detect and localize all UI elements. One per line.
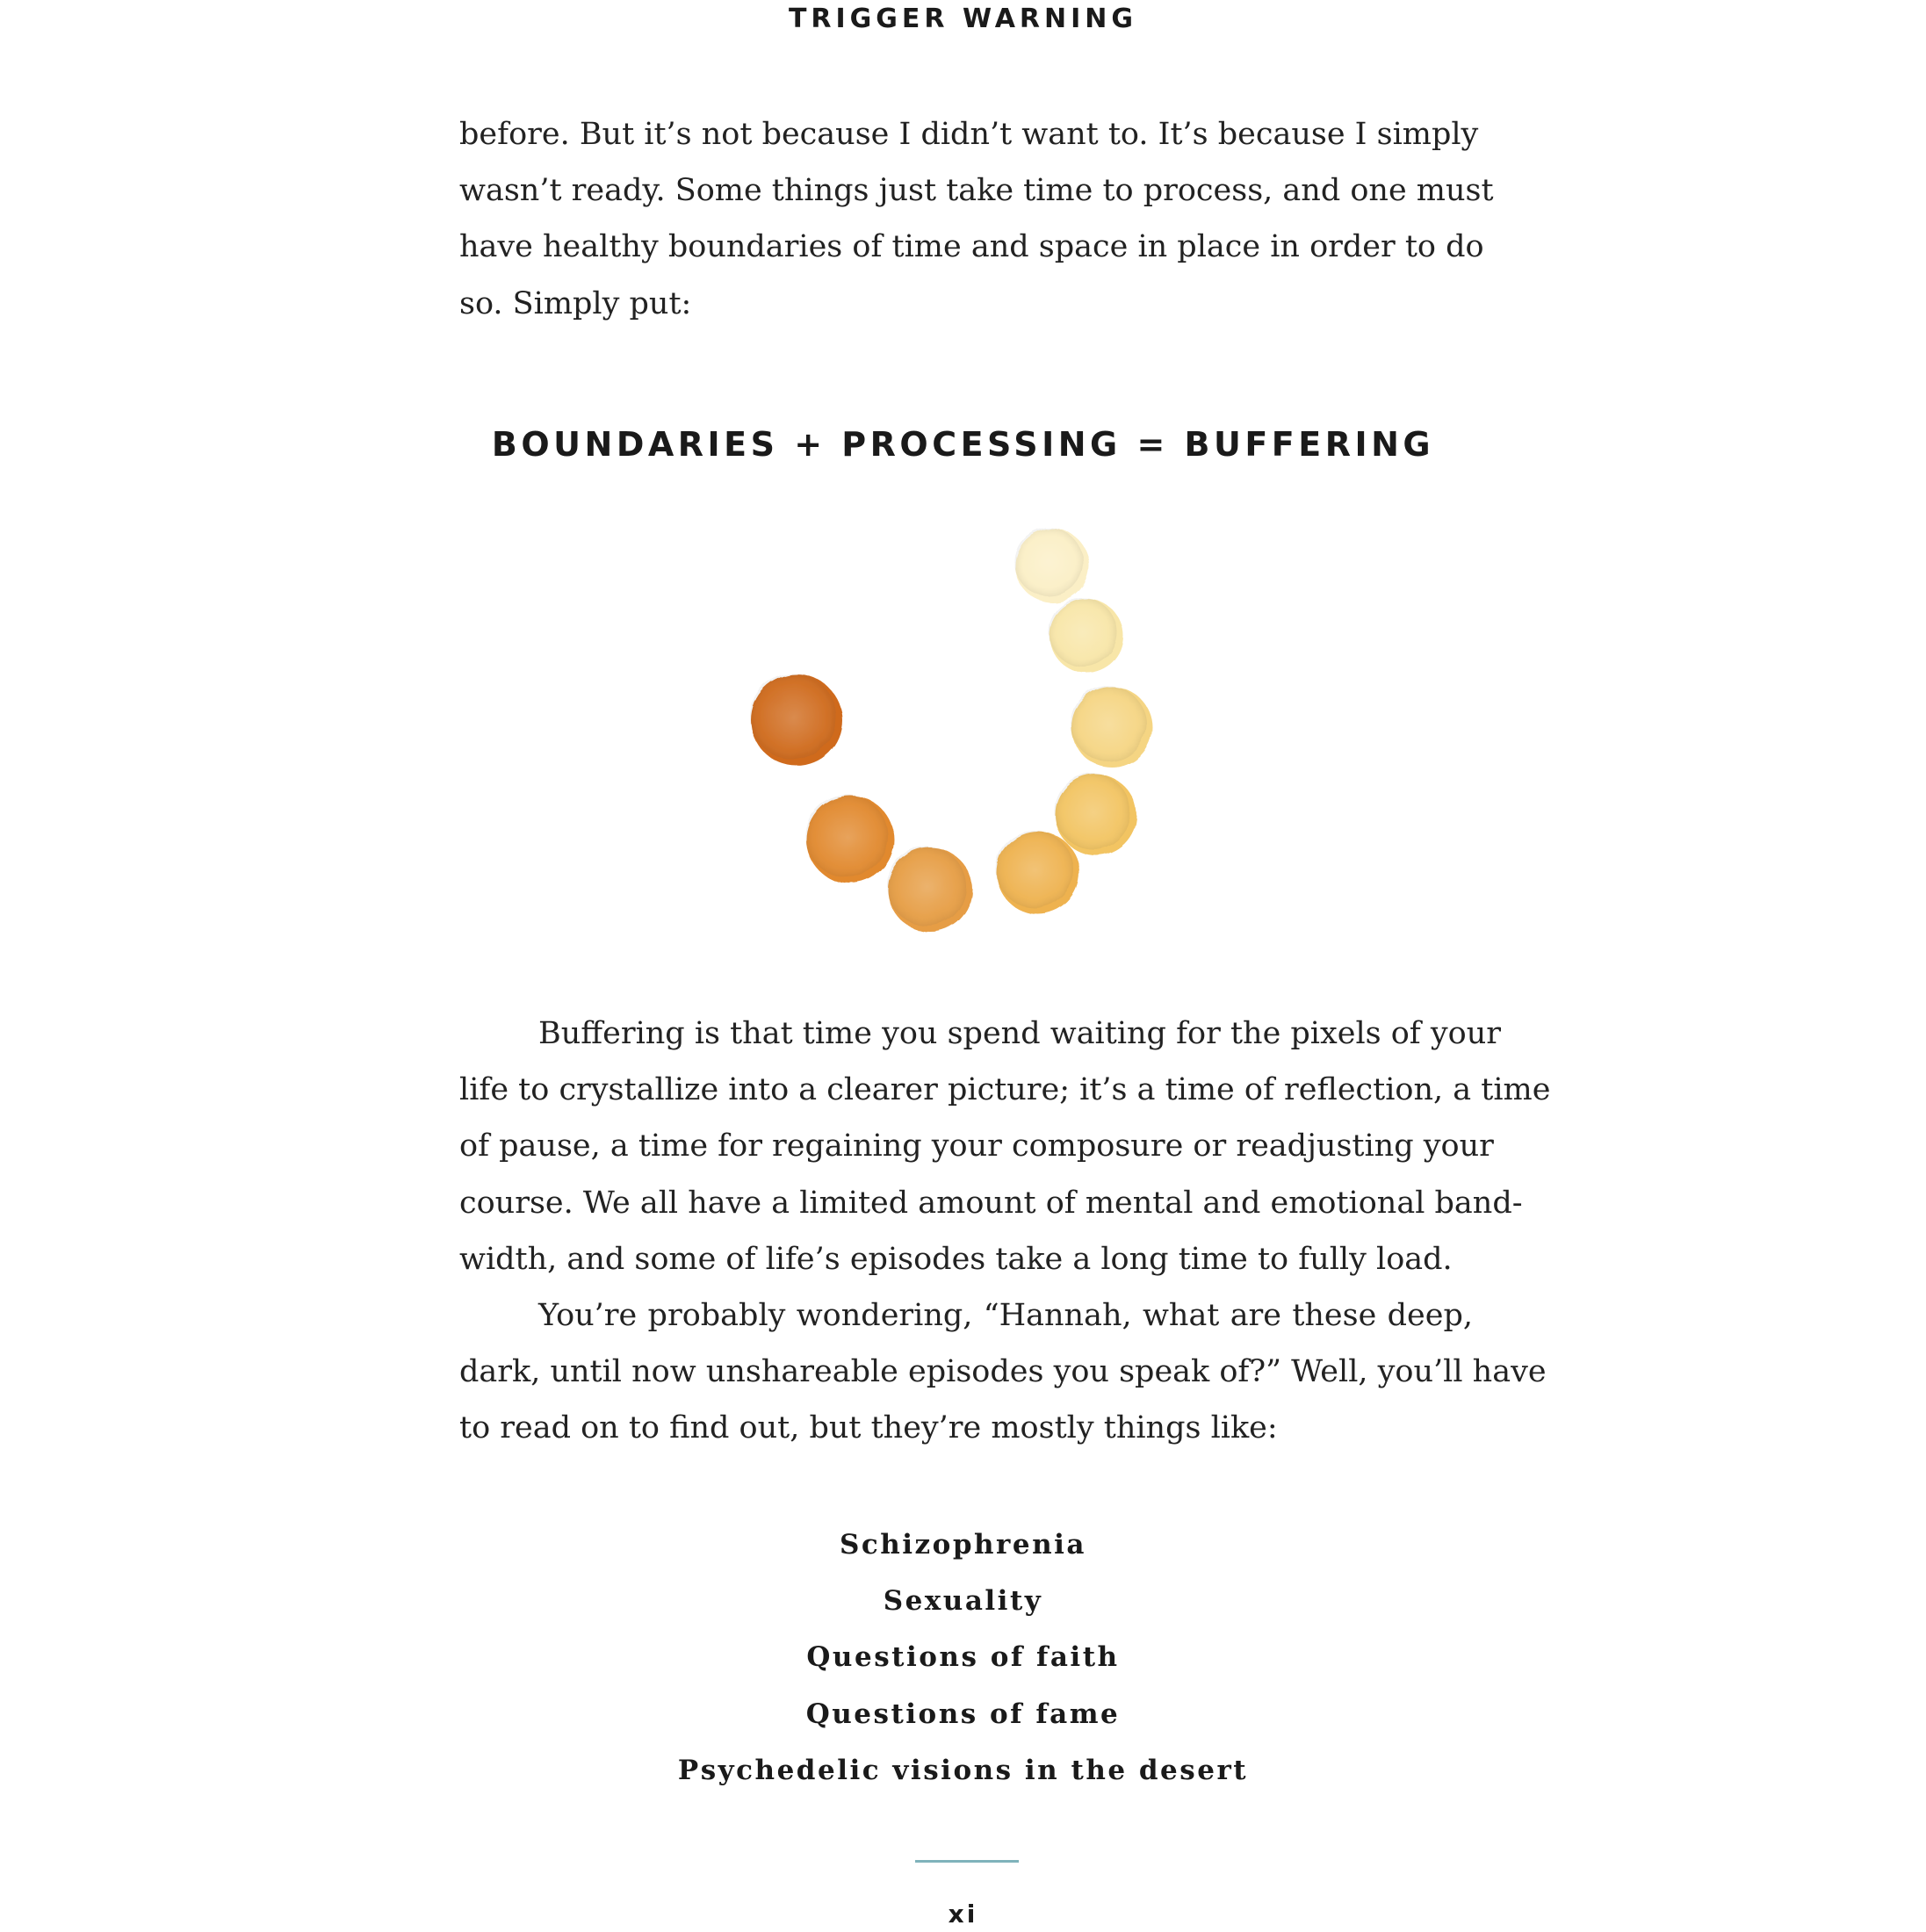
folio-rule (915, 1860, 1019, 1863)
body-paragraph-2 (459, 1287, 1547, 1457)
paragraph-line: dark, until now unshareable episodes you speak of?” Well, you’ll have (459, 1354, 1547, 1390)
topic-item: Schizophrenia (839, 1529, 1087, 1561)
intro-paragraph (459, 106, 1494, 332)
body-paragraph-1 (459, 1006, 1551, 1287)
paragraph-line: course. We all have a limited amount of mental and emotional band- (459, 1185, 1523, 1221)
paragraph-line: to read on to find out, but they’re mostly things like: (459, 1410, 1278, 1446)
topic-item: Questions of faith (806, 1641, 1120, 1674)
spinner-dot-wash (887, 847, 966, 926)
paragraph-line: have healthy boundaries of time and space in place in order to do (459, 229, 1484, 265)
paragraph-line: You’re probably wondering, “Hannah, what are these deep, (538, 1298, 1473, 1333)
spinner-dot-wash (1014, 528, 1083, 596)
running-head: TRIGGER WARNING (788, 4, 1138, 34)
spinner-dot-wash (750, 674, 836, 760)
spinner-dot-wash (805, 795, 888, 877)
paragraph-line: before. But it’s not because I didn’t want to. It’s because I simply (459, 117, 1479, 152)
topic-item: Psychedelic visions in the desert (677, 1754, 1249, 1786)
paragraph-line: life to crystallize into a clearer picture; it’s a time of reflection, a time (459, 1072, 1551, 1108)
paragraph-line: Buffering is that time you spend waiting for the pixels of your (538, 1016, 1502, 1051)
paragraph-line: of pause, a time for regaining your composure or readjusting your (459, 1128, 1494, 1164)
topic-item: Sexuality (883, 1585, 1043, 1618)
spinner-dot-wash (1055, 774, 1130, 849)
buffering-spinner-icon (729, 518, 1203, 948)
paragraph-line: width, and some of life’s episodes take a long time to fully load. (459, 1241, 1453, 1277)
topic-item: Questions of fame (805, 1698, 1121, 1730)
spinner-dot-wash (1071, 686, 1146, 761)
equation-heading: BOUNDARIES + PROCESSING = BUFFERING (491, 425, 1435, 464)
topic-list (0, 1517, 1926, 1799)
spinner-dot-wash (1049, 598, 1117, 667)
page-number: xi (948, 1900, 978, 1928)
paragraph-line: so. Simply put: (459, 285, 692, 321)
paragraph-line: wasn’t ready. Some things just take time to process, and one must (459, 173, 1494, 209)
spinner-dot-wash (996, 831, 1073, 908)
